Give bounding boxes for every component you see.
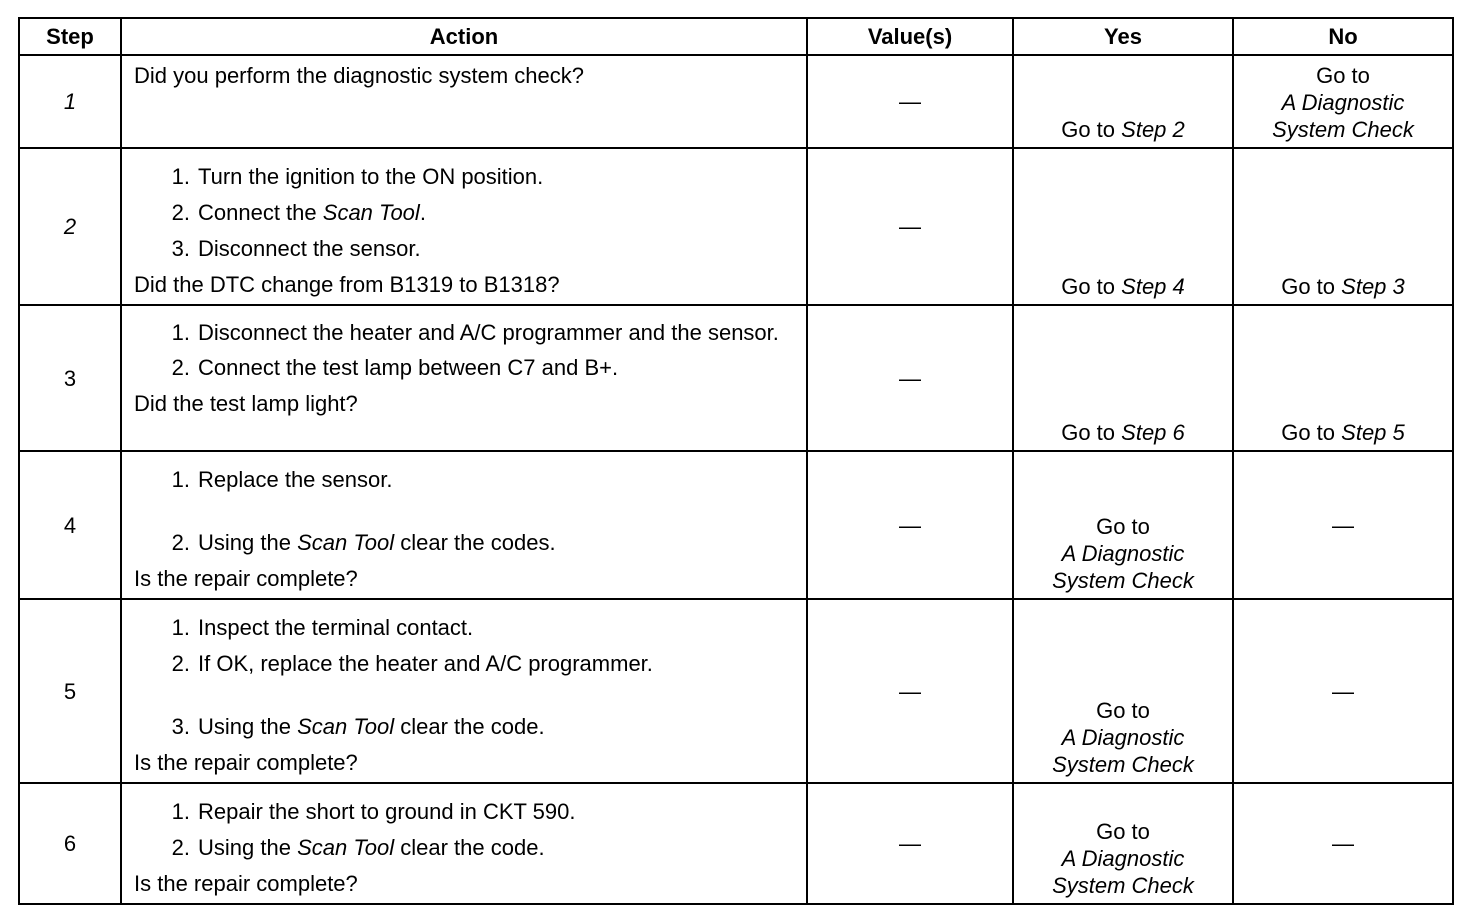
action-list xyxy=(134,320,796,390)
list-item: 2. Connect the Scan Tool. xyxy=(171,200,426,225)
list-item: 1. Replace the sensor. xyxy=(171,467,393,492)
list-item: 1. Inspect the terminal contact. xyxy=(171,615,474,640)
yes-prefix: Go to xyxy=(1061,420,1116,445)
list-item: 1. Disconnect the heater and A/C programmer and the sensor. xyxy=(171,320,779,345)
yes-link[interactable]: Step 2 xyxy=(1121,117,1185,142)
list-item: 2. Connect the test lamp between C7 and B+. xyxy=(171,355,619,380)
question-text: Did you perform the diagnostic system check? xyxy=(134,63,584,88)
table-row xyxy=(19,599,1453,783)
value-cell: — xyxy=(807,599,1013,783)
no-link[interactable]: Step 5 xyxy=(1341,420,1405,445)
no-cell xyxy=(1233,148,1453,305)
action-cell xyxy=(121,599,807,783)
table-row xyxy=(19,55,1453,148)
yes-link[interactable]: A Diagnostic System Check xyxy=(1052,541,1194,593)
scan-tool-term: Scan Tool xyxy=(297,530,395,555)
scan-tool-term: Scan Tool xyxy=(297,714,395,739)
header-row xyxy=(19,18,1453,55)
question-text: Did the test lamp light? xyxy=(134,391,358,416)
diagnostic-table xyxy=(18,17,1454,905)
yes-prefix: Go to xyxy=(1096,514,1150,539)
table-row xyxy=(19,305,1453,451)
header-no: No xyxy=(1233,18,1453,55)
header-action: Action xyxy=(121,18,807,55)
list-item: 1. Turn the ignition to the ON position. xyxy=(171,164,544,189)
no-cell: — xyxy=(1233,599,1453,783)
value-cell: — xyxy=(807,55,1013,148)
question-text: Is the repair complete? xyxy=(134,871,358,896)
yes-cell xyxy=(1013,148,1233,305)
no-prefix: Go to xyxy=(1281,274,1336,299)
no-prefix: Go to xyxy=(1281,420,1336,445)
step-number: 3 xyxy=(19,305,121,451)
step-number: 4 xyxy=(19,451,121,599)
action-list xyxy=(134,163,796,271)
yes-cell xyxy=(1013,305,1233,451)
yes-prefix: Go to xyxy=(1096,698,1150,723)
yes-cell xyxy=(1013,451,1233,599)
question-text: Did the DTC change from B1319 to B1318? xyxy=(134,272,560,297)
list-item: 1. Repair the short to ground in CKT 590. xyxy=(171,799,576,824)
no-cell: — xyxy=(1233,783,1453,904)
value-cell: — xyxy=(807,783,1013,904)
no-link[interactable]: Step 3 xyxy=(1341,274,1405,299)
yes-link[interactable]: Step 6 xyxy=(1121,420,1185,445)
no-cell xyxy=(1233,55,1453,148)
no-prefix: Go to xyxy=(1316,63,1370,88)
yes-link[interactable]: A Diagnostic System Check xyxy=(1052,725,1194,777)
question-text: Is the repair complete? xyxy=(134,750,358,775)
action-cell xyxy=(121,148,807,305)
value-cell: — xyxy=(807,148,1013,305)
yes-prefix: Go to xyxy=(1061,117,1116,142)
action-cell xyxy=(121,305,807,451)
list-item: 2. Using the Scan Tool clear the code. xyxy=(171,835,545,860)
action-list xyxy=(134,798,796,870)
list-item: 3. Disconnect the sensor. xyxy=(171,236,421,261)
list-item: 2. Using the Scan Tool clear the codes. xyxy=(171,530,556,555)
action-cell xyxy=(121,55,807,148)
list-item: 3. Using the Scan Tool clear the code. xyxy=(171,714,545,739)
value-cell: — xyxy=(807,451,1013,599)
action-cell xyxy=(121,451,807,599)
no-cell xyxy=(1233,305,1453,451)
no-link[interactable]: A Diagnostic System Check xyxy=(1272,90,1414,142)
action-list xyxy=(134,614,796,749)
value-cell: — xyxy=(807,305,1013,451)
yes-link[interactable]: A Diagnostic System Check xyxy=(1052,846,1194,898)
step-number: 5 xyxy=(19,599,121,783)
table-row xyxy=(19,783,1453,904)
header-step: Step xyxy=(19,18,121,55)
no-cell: — xyxy=(1233,451,1453,599)
yes-cell xyxy=(1013,599,1233,783)
list-item: 2. If OK, replace the heater and A/C programmer. xyxy=(171,651,653,676)
table-row xyxy=(19,148,1453,305)
yes-prefix: Go to xyxy=(1096,819,1150,844)
yes-link[interactable]: Step 4 xyxy=(1121,274,1185,299)
header-values: Value(s) xyxy=(807,18,1013,55)
scan-tool-term: Scan Tool xyxy=(297,835,395,860)
yes-cell xyxy=(1013,783,1233,904)
header-yes: Yes xyxy=(1013,18,1233,55)
question-text: Is the repair complete? xyxy=(134,566,358,591)
yes-prefix: Go to xyxy=(1061,274,1116,299)
yes-cell xyxy=(1013,55,1233,148)
step-number: 1 xyxy=(19,55,121,148)
scan-tool-term: Scan Tool xyxy=(322,200,420,225)
action-list xyxy=(134,466,796,565)
step-number: 6 xyxy=(19,783,121,904)
table-row xyxy=(19,451,1453,599)
step-number: 2 xyxy=(19,148,121,305)
action-cell xyxy=(121,783,807,904)
